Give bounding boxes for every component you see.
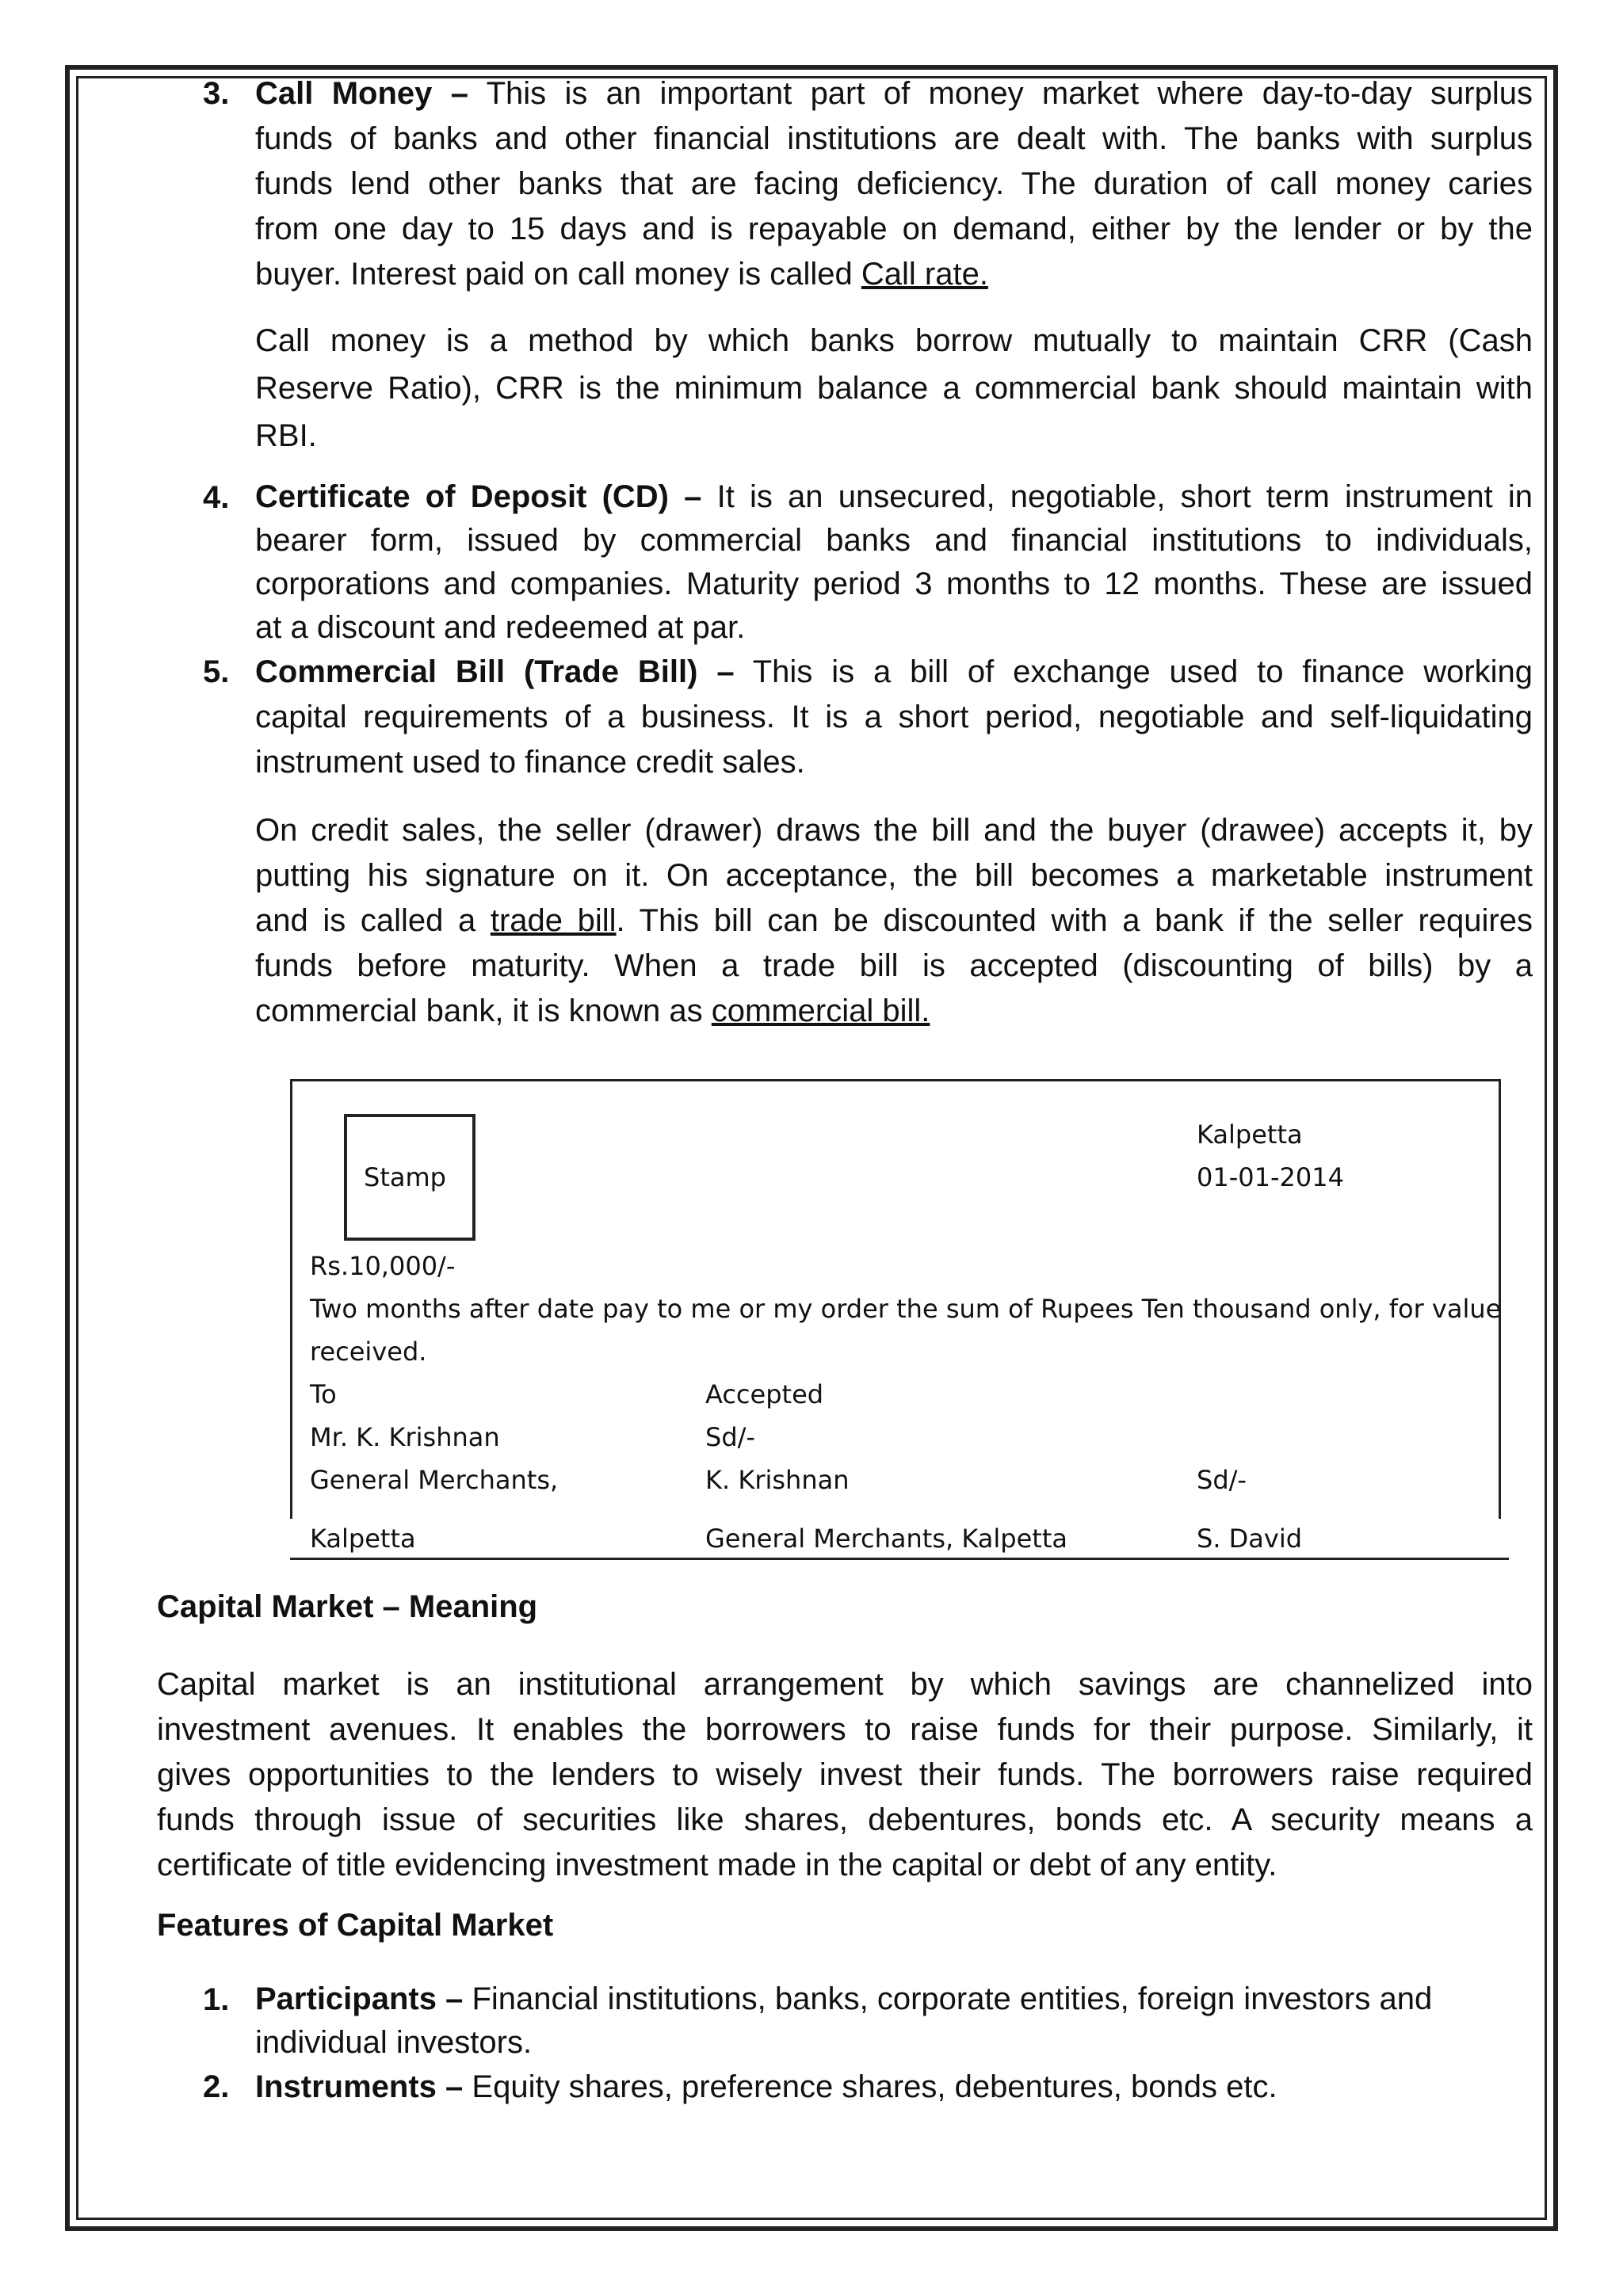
commercial-bill-paragraph — [255, 650, 1533, 785]
accepted-label: Accepted — [705, 1379, 824, 1409]
commercial-bill-paragraph-2 — [255, 808, 1533, 1034]
text-line: putting his signature on it. On acceptance, the bill becomes a marketable instrument — [255, 858, 1533, 893]
text-line: funds before maturity. When a trade bill is accepted (discounting of bills) by a — [255, 948, 1533, 983]
text-line: funds through issue of securities like shares, debentures, bonds etc. A security means a — [157, 1802, 1533, 1837]
drawee-name: Mr. K. Krishnan — [310, 1422, 500, 1452]
text-line: corporations and companies. Maturity period 3 months to 12 months. These are issued — [255, 566, 1533, 601]
cd-paragraph — [255, 475, 1533, 650]
text-line: This is a bill of exchange used to finance working — [752, 654, 1533, 689]
bill-bottom-rule — [290, 1558, 1509, 1560]
section-heading: Capital Market – Meaning — [157, 1589, 538, 1624]
drawee-firm: General Merchants, — [310, 1465, 559, 1495]
text-line: from one day to 15 days and is repayable on demand, either by the lender or by the — [255, 212, 1533, 246]
text-line: Call money is a method by which banks borrow mutually to maintain CRR (Cash — [255, 323, 1533, 358]
text-line: commercial bank, it is known as — [255, 994, 712, 1028]
item-number: 5. — [203, 654, 230, 689]
trade-bill-term: trade bill — [490, 903, 617, 938]
text-line: gives opportunities to the lenders to wisely invest their funds. The borrowers raise required — [157, 1757, 1533, 1792]
stamp-label: Stamp — [364, 1162, 446, 1192]
call-money-paragraph-2 — [255, 317, 1533, 460]
feature-title: Instruments – — [255, 2069, 464, 2104]
accepted-firm: General Merchants, Kalpetta — [705, 1524, 1067, 1554]
bill-place: Kalpetta — [1197, 1119, 1303, 1150]
item-number: 1. — [203, 1982, 230, 2017]
text-line: funds lend other banks that are facing deficiency. The duration of call money caries — [255, 166, 1533, 201]
item-number: 3. — [203, 76, 230, 111]
item-number: 2. — [203, 2069, 230, 2104]
text-line: instrument used to finance credit sales. — [255, 745, 805, 780]
feature-instruments — [255, 2065, 1533, 2110]
text-line: Financial institutions, banks, corporate entities, foreign investors and — [472, 1981, 1433, 2016]
call-money-paragraph — [255, 71, 1533, 297]
text-line: certificate of title evidencing investment made in the capital or debt of any entity. — [157, 1848, 1277, 1882]
bill-date: 01-01-2014 — [1197, 1162, 1344, 1192]
section-heading: Features of Capital Market — [157, 1908, 554, 1943]
feature-title: Participants – — [255, 1981, 464, 2016]
capital-market-paragraph — [157, 1662, 1533, 1888]
accepted-name: K. Krishnan — [705, 1465, 850, 1495]
text-line: and is called a — [255, 903, 491, 938]
text-line: It is an unsecured, negotiable, short term instrument in — [716, 479, 1533, 514]
cd-title: Certificate of Deposit (CD) – — [255, 479, 702, 514]
call-money-title: Call Money – — [255, 76, 468, 111]
call-rate-term: Call rate. — [861, 257, 988, 292]
text-line: Capital market is an institutional arrangement by which savings are channelized into — [157, 1667, 1533, 1702]
drawee-place: Kalpetta — [310, 1524, 416, 1554]
text-line: individual investors. — [255, 2025, 533, 2060]
text-line: RBI. — [255, 418, 317, 453]
drawer-signature: Sd/- — [1197, 1465, 1247, 1495]
drawer-name: S. David — [1197, 1524, 1303, 1554]
text-line: Equity shares, preference shares, debentures, bonds etc. — [472, 2069, 1277, 2104]
text-line: On credit sales, the seller (drawer) draws the bill and the buyer (drawee) accepts it, by — [255, 813, 1533, 848]
text-line: funds of banks and other financial institutions are dealt with. The banks with surplus — [255, 121, 1533, 156]
commercial-bill-term: commercial bill. — [711, 994, 930, 1028]
bill-text: Two months after date pay to me or my order the sum of Rupees Ten thousand only, for value — [310, 1294, 1502, 1324]
accepted-signature: Sd/- — [705, 1422, 755, 1452]
item-number: 4. — [203, 480, 230, 515]
bill-text: received. — [310, 1337, 427, 1367]
bill-to: To — [310, 1379, 337, 1409]
text-line: at a discount and redeemed at par. — [255, 610, 746, 645]
text-line: investment avenues. It enables the borrowers to raise funds for their purpose. Similarly, it — [157, 1712, 1533, 1747]
text-line: bearer form, issued by commercial banks and financial institutions to individuals, — [255, 523, 1533, 558]
text-line: buyer. Interest paid on call money is called — [255, 257, 861, 292]
bill-amount: Rs.10,000/- — [310, 1251, 456, 1281]
commercial-bill-title: Commercial Bill (Trade Bill) – — [255, 654, 735, 689]
text-line: This is an important part of money market where day-to-day surplus — [486, 76, 1533, 111]
feature-participants — [255, 1978, 1533, 2065]
text-line: Reserve Ratio), CRR is the minimum balance a commercial bank should maintain with — [255, 371, 1533, 406]
text-line: capital requirements of a business. It is a short period, negotiable and self-liquidating — [255, 700, 1533, 734]
text-line: . This bill can be discounted with a bank if the seller requires — [616, 903, 1533, 938]
